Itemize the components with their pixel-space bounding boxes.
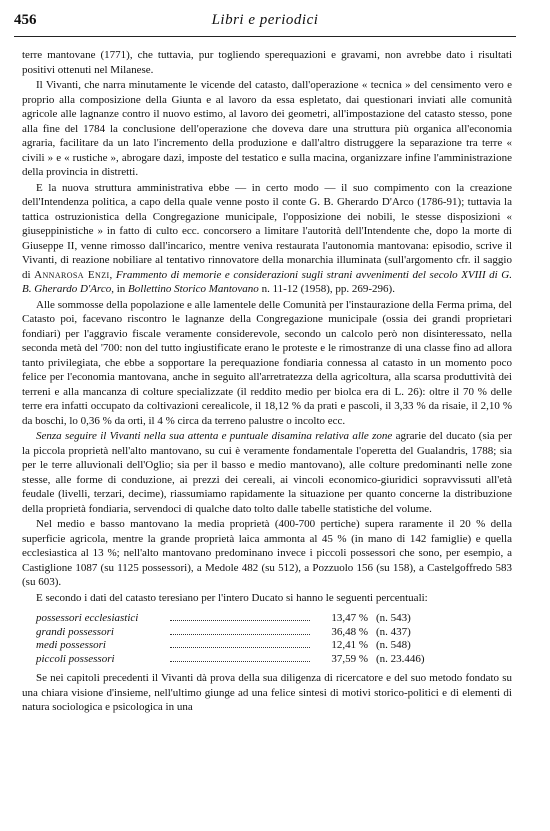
row-percentage: 12,41 % <box>331 639 368 651</box>
ownership-table <box>36 611 456 665</box>
dot-leader <box>170 620 310 621</box>
cited-journal: Bollettino Storico Mantovano <box>128 283 259 295</box>
cited-author: Annarosa Enzi <box>34 268 110 281</box>
row-label: possessori ecclesiastici <box>36 612 139 624</box>
paragraph-3-text: E la nuova struttura amministrativa ebbe — in certo modo — il suo compimento con la creazione dell'Intendenza politica, a capo della quale venne posto il conte G. B. Gherardo D'Arco (1786-91); tuttavia la tattica ostruzionistica della Congregazione municipale, l'opposizione dei nobili, le stesse disposizioni « giuseppinistiche » in fatto di culto ecc. concorsero a limitare l'autorità dell'Intendente che, dopo la morte di Giuseppe II, venne rimosso dall'incarico, mentre veniva restaurata l'autonomia mantovana: episodio, scrive il Vivanti, di reazione nobiliare al tentativo rinnovatore della monarchia illuminata (sull'argomento cfr. il saggio di <box>22 181 512 281</box>
row-count: (n. 548) <box>376 639 411 651</box>
page-number: 456 <box>14 12 37 28</box>
dot-leader <box>170 661 310 662</box>
dot-leader <box>170 634 310 635</box>
paragraph-5-text: agrarie del ducato (sia per la piccola proprietà nell'alto mantovano, su cui è veramente fondamentale l'operetta del Gualandris, 1788; sia per le terre alluvionali dell'Oglio; sia per il basso e medio mantovano), alle colture predominanti nelle zone stesse, alle forme di conduzione, ai prezzi dei cereali, ai vincoli economico-giuridici sopravvissuti all'età feudale (livelli, terzari, decime), riassumiamo rapidamente la situazione per quanto concerne la distribuzione della proprietà fondiaria, servendoci di qualche dato tolto dalle tabelle statistiche del volume. <box>22 430 513 515</box>
paragraph-4: Alle sommosse della popolazione e alle lamentele delle Comunità per l'instaurazione della Ferma prima, del Catasto poi, facevano riscontro le lagnanze della Congregazione municipale (ossia dei grandi proprietari fondiari) per l'aggravio fiscale veramente considerevole, secondo un calcolo però non disinteressato, nella seconda metà del '700: non del tutto ingiustificate erano le proteste e le rimostranze di una classe fino ad allora tanto privilegiata, che ebbe a sopportare la perequazione fondiaria connessa al catasto in un momento poco felice per l'economia mantovana, anche in seguito all'arretratezza della agricoltura, alla scarsa produttività dei terreni e alla mancanza di colture specializzate (il reddito medio per biolca era di L. 26): oltre il 70 % delle terre era infatti occupato da coltivazioni cerealicole, il 18,12 % da prati e pascoli, il 3,33 % da risaie, il 2,10 % da boschi, lo 0,36 % da orti, il 4 % circa da terreno palustre o incolto ecc. <box>22 298 512 427</box>
article-body <box>22 48 512 716</box>
cited-title: Frammento di memorie e considerazioni sugli strani avvenimenti del secolo XVIII di G. B. Gherardo D'Arco <box>22 268 512 295</box>
row-percentage: 36,48 % <box>331 625 368 638</box>
paragraph-8: Se nei capitoli precedenti il Vivanti dà prova della sua diligenza di ricercatore e del suo metodo fondato su una chiara visione d'insieme, nell'ultimo giunge ad una felice sintesi di motivi storico-politici e di elementi di natura sociologica e psicologica in una <box>22 672 512 713</box>
row-label: grandi possessori <box>36 625 114 638</box>
paragraph-5 <box>22 429 512 516</box>
row-count: (n. 23.446) <box>376 652 425 665</box>
row-label: medi possessori <box>36 639 106 651</box>
running-title: Libri e periodici <box>211 12 319 28</box>
row-count: (n. 543) <box>376 612 411 624</box>
table-row <box>36 652 456 666</box>
row-label: piccoli possessori <box>36 652 115 665</box>
row-percentage: 37,59 % <box>331 652 368 665</box>
row-count: (n. 437) <box>376 625 411 638</box>
paragraph-7: E secondo i dati del catasto teresiano per l'intero Ducato si hanno le seguenti percentuali: <box>36 591 428 604</box>
page-header <box>14 10 516 37</box>
cited-details: n. 11-12 (1958), pp. 269-296). <box>261 283 395 295</box>
paragraph-3: E la nuova struttura amministrativa ebbe — in certo modo — il suo compimento con la creazione dell'Intendenza politica, a capo della quale venne posto il conte G. B. Gherardo D'Arco (1786-91); tuttavia la tattica ostruzionistica della Congregazione municipale, l'opposizione dei nobili, le stesse disposizioni « giuseppinistiche » in fatto di culto ecc. concorsero a limitare l'autorità dell'Intendente che, dopo la morte di Giuseppe II, venne rimosso dall'incarico, mentre veniva restaurata l'autonomia mantovana: episodio, scrive il Vivanti, di reazione nobiliare al tentativo rinnovatore della monarchia illuminata (sull'argomento cfr. il saggio di Annarosa Enzi, Frammento di memorie e considerazioni sugli strani avvenimenti del secolo XVIII di G. B. Gherardo D'Arco, in Bollettino Storico Mantovano n. 11-12 (1958), pp. 269-296). <box>22 181 512 295</box>
paragraph-2: Il Vivanti, che narra minutamente le vicende del catasto, dall'operazione « tecnica » del censimento vero e proprio alla composizione della Giunta e al lavoro da essa espletato, dai questionari inviati alle comunità agricole alle lagnanze contro il nuovo estimo, al lavoro dei geometri, all'impostazione del catasto stesso, pone alla fine del 1784 la conclusione dell'operazione che doveva dare una struttura più organica all'economia agraria, facilitare da un lato l'incremento della produzione e dall'altro distruggere la separazione tra terre « civili » e « rustiche », abrogare dazi, imposte del testatico e sulla macina, organizzare infine l'amministrazione della provincia in distretti. <box>22 79 512 178</box>
dot-leader <box>170 647 310 648</box>
paragraph-1: terre mantovane (1771), che tuttavia, pur togliendo sperequazioni e gravami, non avrebbe dato i risultati positivi ottenuti nel Milanese. <box>22 49 512 76</box>
row-percentage: 13,47 % <box>331 612 368 624</box>
paragraph-5-italic: Senza seguire il Vivanti nella sua attenta e puntuale disamina relativa alle zone <box>36 430 393 442</box>
table-row <box>36 638 456 652</box>
table-row <box>36 611 456 625</box>
paragraph-6: Nel medio e basso mantovano la media proprietà (400-700 pertiche) supera raramente il 20 % della superficie agricola, mentre la grande proprietà laica ammonta al 45 % (in mano di 142 famiglie) e quella ecclesiastica al 13 %; nell'alto mantovano predominano invece i piccoli possessori che sono, per esempio, a Castiglione 1087 (su 1125 possessori), a Medole 482 (su 512), a Pozzuolo 156 (su 158), a Castelgoffredo 583 (su 603). <box>22 518 512 588</box>
cited-in: , in <box>111 283 126 295</box>
table-row <box>36 625 456 639</box>
